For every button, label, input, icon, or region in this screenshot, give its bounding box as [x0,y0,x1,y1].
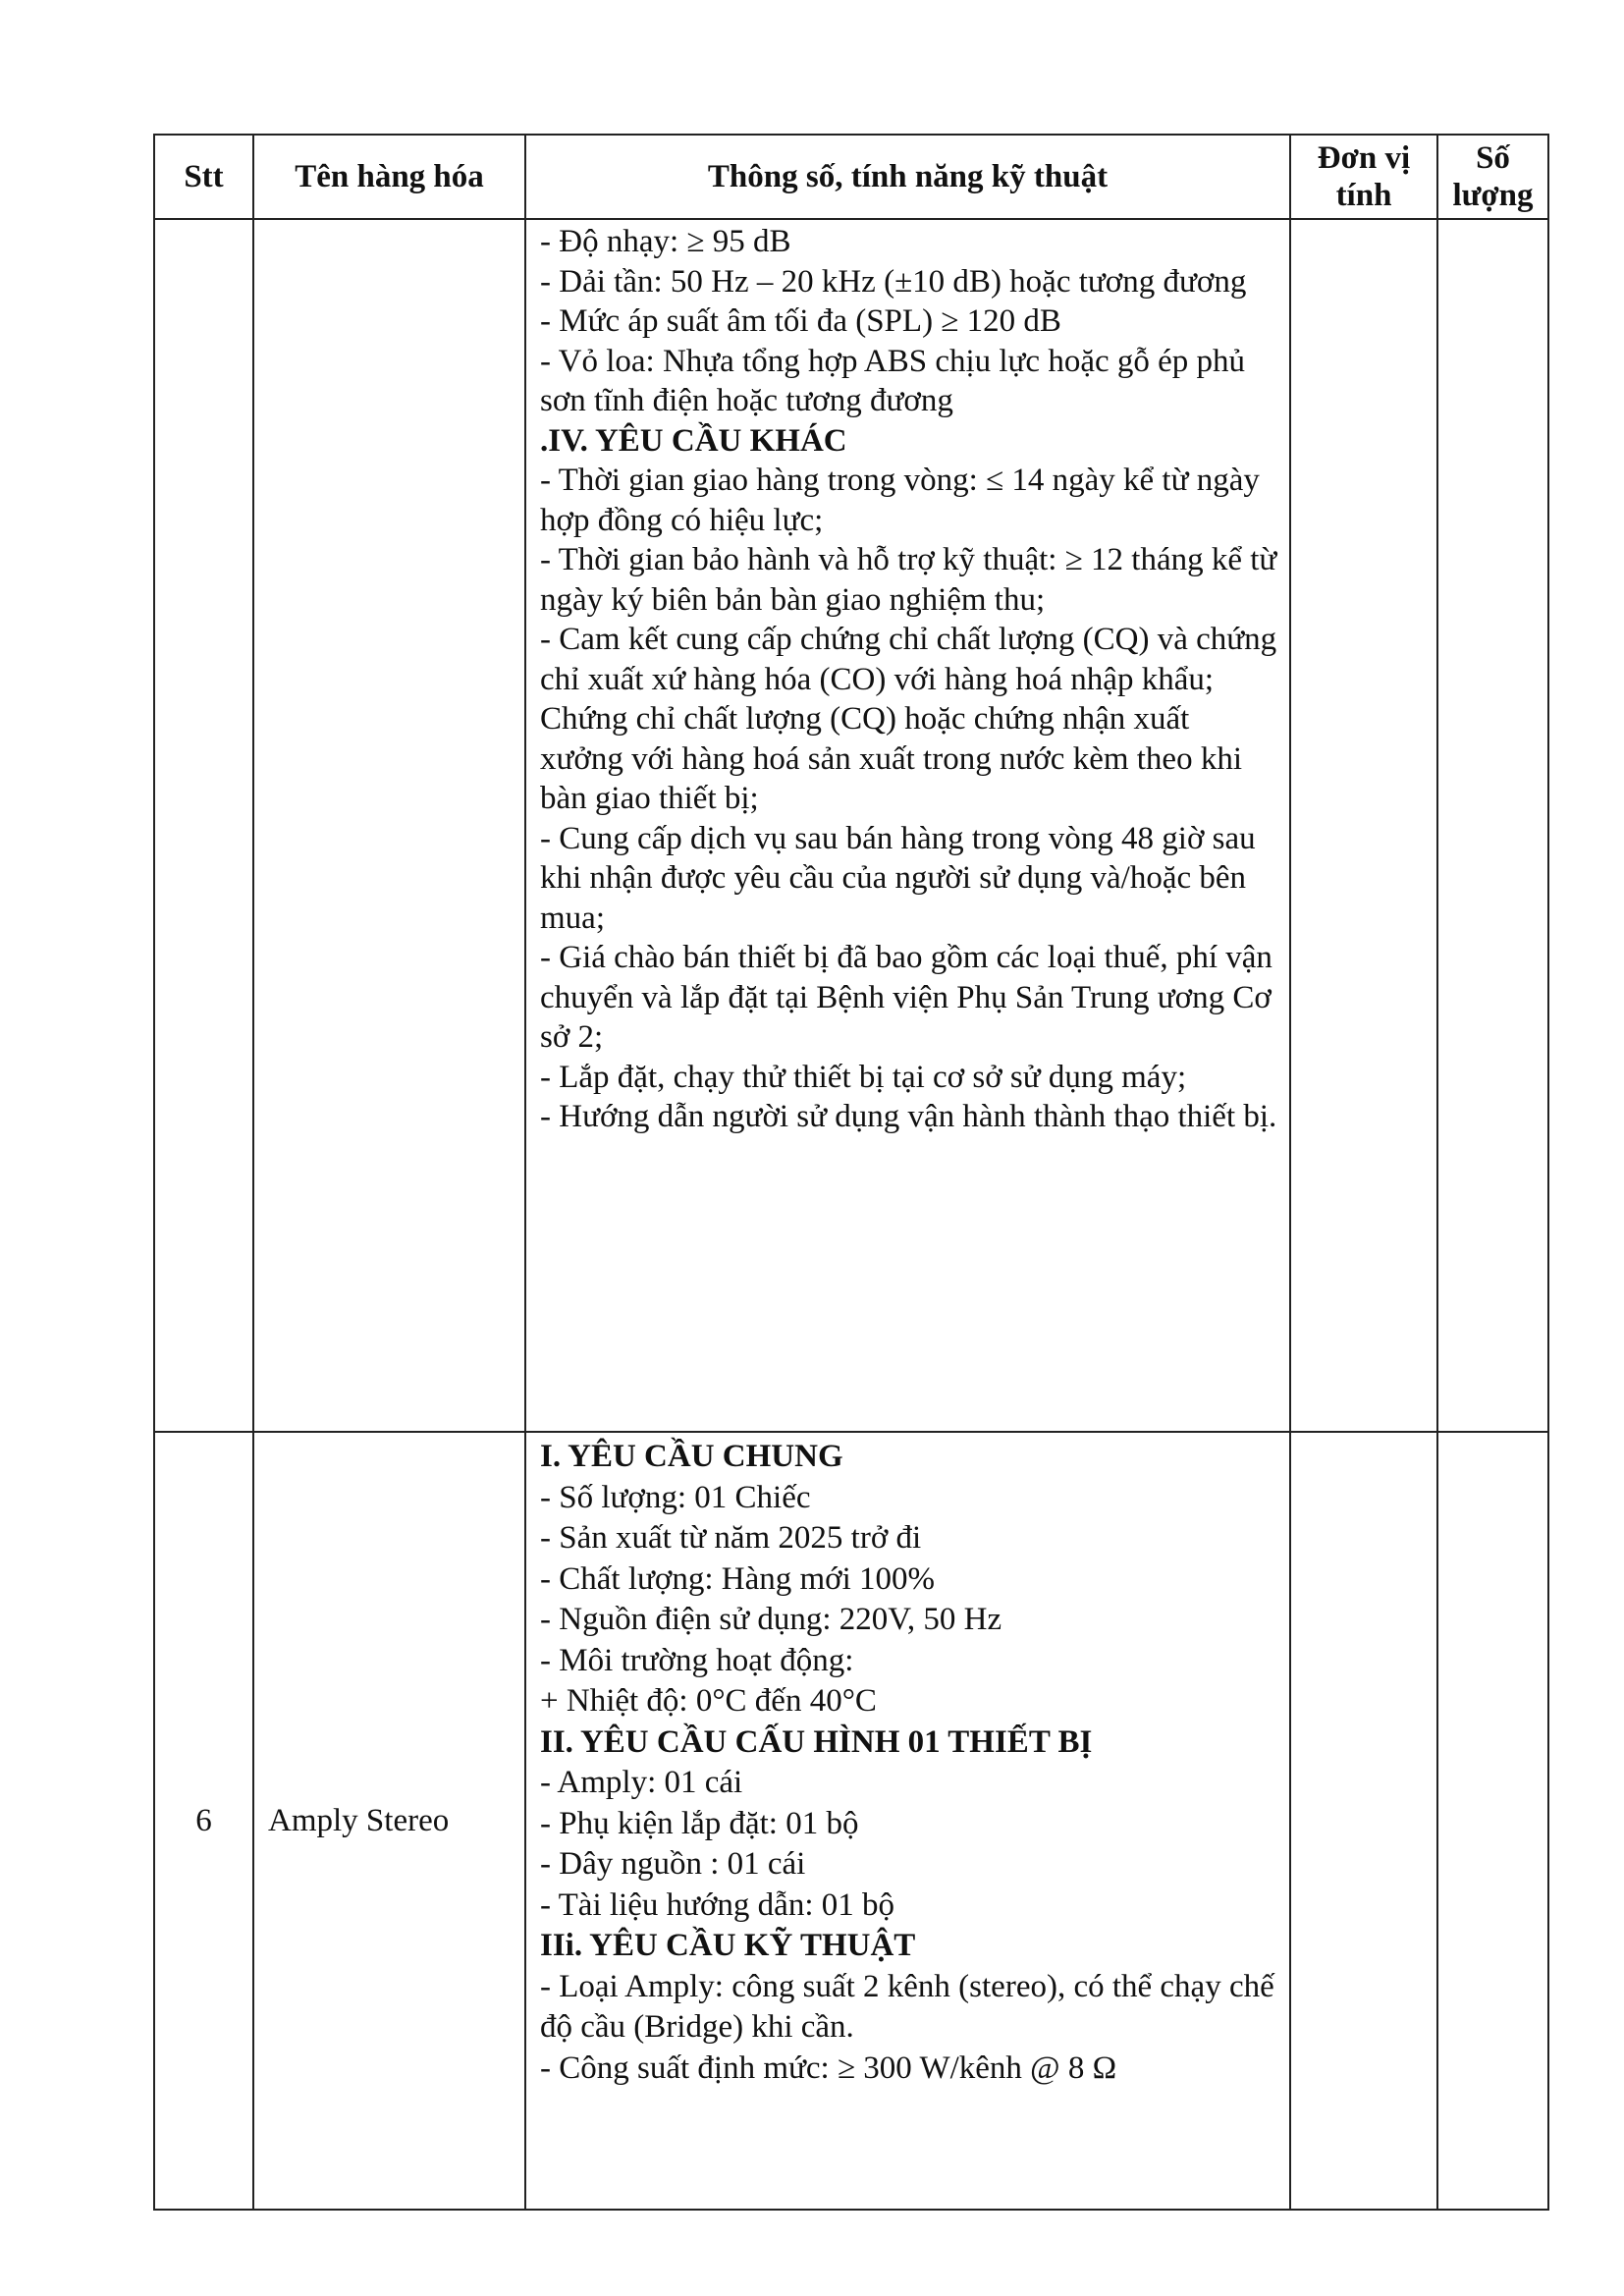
header-spec: Thông số, tính năng kỹ thuật [525,135,1290,219]
spec-line: - Cung cấp dịch vụ sau bán hàng trong vòng 48 giờ sau khi nhận được yêu cầu của người sử dụng và/hoặc bên mua; [540,820,1256,936]
table-row-continued [154,219,1548,1432]
spec-line: - Amply: 01 cái [540,1765,743,1800]
spec-line: - Công suất định mức: ≥ 300 W/kênh @ 8 Ω [540,2050,1117,2086]
spec-line: - Chất lượng: Hàng mới 100% [540,1560,935,1597]
cell-stt: 6 [154,1432,253,2210]
header-name: Tên hàng hóa [253,135,525,219]
spec-line: - Cam kết cung cấp chứng chỉ chất lượng (CQ) và chứng chỉ xuất xứ hàng hóa (CO) với hàng hoá nhập khẩu; Chứng chỉ chất lượng (CQ) hoặc chứng nhận xuất xưởng với hàng hoá sản xuất trong nước kèm theo khi bàn giao thiết bị; [540,622,1277,816]
spec-line: - Dây nguồn : 01 cái [540,1846,806,1882]
cell-name: Amply Stereo [253,1432,525,2210]
spec-section-heading: IIi. YÊU CẦU KỸ THUẬT [540,1928,916,1963]
spec-line: - Số lượng: 01 Chiếc [540,1479,811,1515]
spec-line: - Dải tần: 50 Hz – 20 kHz (±10 dB) hoặc tương đương [540,263,1247,300]
spec-line: - Phụ kiện lắp đặt: 01 bộ [540,1805,859,1841]
spec-table [153,134,1549,2211]
cell-spec [525,219,1290,1432]
spec-line: - Thời gian giao hàng trong vòng: ≤ 14 ngày kể từ ngày hợp đồng có hiệu lực; [540,463,1260,538]
cell-unit [1290,219,1437,1432]
spec-line: - Hướng dẫn người sử dụng vận hành thành thạo thiết bị. [540,1099,1277,1134]
spec-section-heading: II. YÊU CẦU CẤU HÌNH 01 THIẾT BỊ [540,1723,1093,1760]
spec-line: - Giá chào bán thiết bị đã bao gồm các loại thuế, phí vận chuyển và lắp đặt tại Bệnh viện Phụ Sản Trung ương Cơ sở 2; [540,940,1272,1055]
header-unit: Đơn vị tính [1290,135,1437,219]
cell-unit [1290,1432,1437,2210]
header-stt: Stt [154,135,253,219]
spec-line: - Độ nhạy: ≥ 95 dB [540,224,791,259]
header-qty: Số lượng [1437,135,1548,219]
spec-line: - Nguồn điện sử dụng: 220V, 50 Hz [540,1602,1002,1637]
cell-name [253,219,525,1432]
cell-qty [1437,1432,1548,2210]
cell-stt [154,219,253,1432]
spec-line: - Tài liệu hướng dẫn: 01 bộ [540,1886,895,1923]
cell-qty [1437,219,1548,1432]
spec-section-heading: .IV. YÊU CẦU KHÁC [540,422,847,459]
cell-spec [525,1432,1290,2210]
table-row-6 [154,1432,1548,2210]
spec-line: - Mức áp suất âm tối đa (SPL) ≥ 120 dB [540,303,1061,339]
spec-line: - Lắp đặt, chạy thử thiết bị tại cơ sở sử dụng máy; [540,1059,1187,1095]
spec-section-heading: I. YÊU CẦU CHUNG [540,1439,843,1474]
spec-line: - Thời gian bảo hành và hỗ trợ kỹ thuật: ≥ 12 tháng kể từ ngày ký biên bản bàn giao nghiệm thu; [540,542,1277,618]
spec-line: - Sản xuất từ năm 2025 trở đi [540,1520,922,1556]
table-header-row [154,135,1548,219]
spec-line: - Vỏ loa: Nhựa tổng hợp ABS chịu lực hoặc gỗ ép phủ sơn tĩnh điện hoặc tương đương [540,343,1246,418]
spec-line: - Môi trường hoạt động: [540,1642,854,1678]
spec-line: - Loại Amply: công suất 2 kênh (stereo), có thể chạy chế độ cầu (Bridge) khi cần. [540,1968,1274,2045]
spec-line: + Nhiệt độ: 0°C đến 40°C [540,1683,877,1719]
